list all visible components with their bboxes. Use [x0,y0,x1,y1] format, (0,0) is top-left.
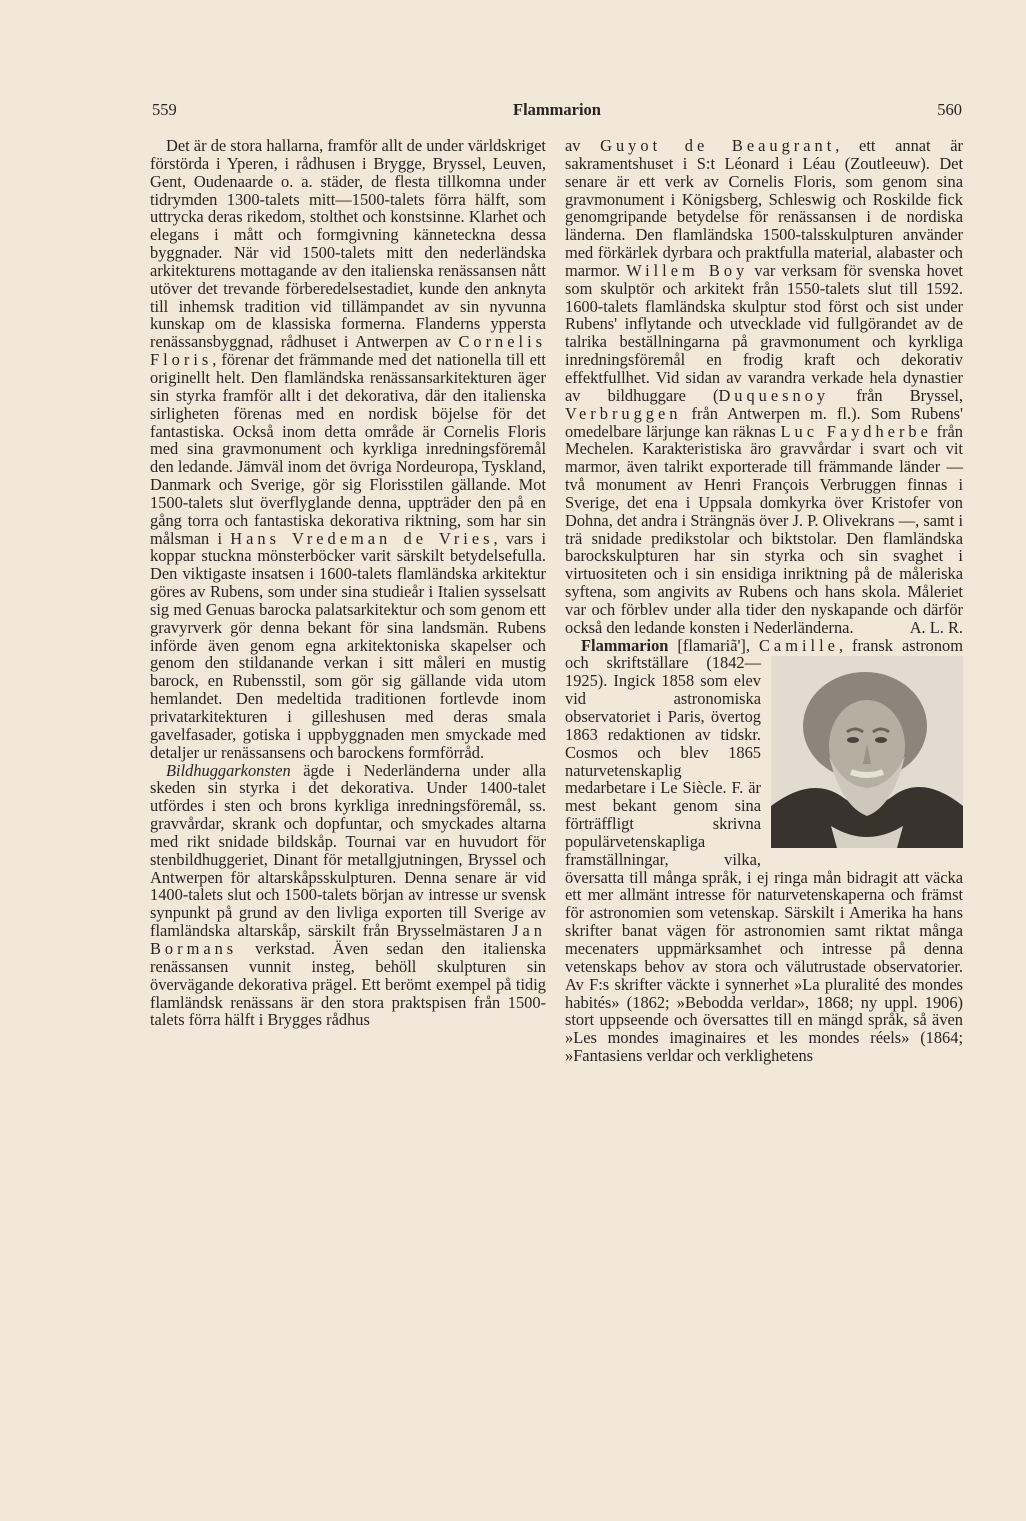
name-guyot: Guyot de Beaugrant [600,136,836,155]
portrait-photo [771,656,963,848]
paragraph-architecture: Det är de stora hallarna, framför allt de under världskriget förstörda i Yperen, i rådhusen i Brygge, Bryssel, Leuven, Gent, Oudenaarde o. a. städer, de flesta tillkomna under tidrymden 1300-talets mitt—1500-talets förra hälft, som uttrycka deras rikedom, stolthet och konstsinne. Klarhet och elegans i mått och formgivning känneteckna dessa byggnader. När vid 1500-talets mitt den nederländska arkitekturens mottagande av den italienska renässansen nått utöver det trevande förberedelsestadiet, kunde den anknyta till inhemsk tradition vid tillämpandet av sin nyvunna kunskap om de klassiska formerna. Flanderns yppersta renässansbyggnad, rådhuset i Antwerpen av Cornelis Floris, förenar det främmande med det nationella till ett originellt helt. Den flamländska renässansarkitekturen äger sin styrka framför allt i det dekorativa, där den italienska sirligheten förenas med en nordisk böjelse för det fantastiska. Också inom detta område är Cornelis Floris med sina gravmonument och kyrkliga inredningsföremål den ledande. Jämväl inom det övriga Nordeuropa, Tyskland, Danmark och Sverige, gör sig Florisstilen gällande. Mot 1500-talets slut överflyglande denna, uppträder den på en gång torra och fantastiska dekorativa riktning, som har sin målsman i Hans Vredeman de Vries, vars i koppar stuckna mönsterböcker varit särskilt betydelsefulla. Den viktigaste insatsen i 1600-talets flamländska arkitektur göres av Rubens, som under sina studieår i Italien sysselsatt sig med Genuas barocka palatsarkitektur och som genom ett gravyrverk gör denna bekant för sina landsmän. Rubens införde även genom egna arkitektoniska skapelser och genom den stildanande verkan i sitt måleri en mustig barock, en Rubensstil, som gör sig gällande vida utom hemlandet. Den medeltida traditionen fortlevde inom privatarkitekturen i gilleshusen med deras smala gavelfasader, gotiska i uppbyggnaden men smyckade med detaljer ur renässansens och barockens formförråd. [150,136,546,762]
page-number-right: 560 [937,100,962,119]
name-camille: Camille [759,635,839,655]
heading-bildhuggarkonsten: Bildhuggarkonsten [166,760,291,780]
name-willem-boy: Willem Boy [626,260,749,280]
paragraph-sculpture-cont: av Guyot de Beaugrant, ett annat är sakramentshuset i S:t Léonard i Léau (Zoutleeuw). Det senare är ett verk av Cornelis Floris, som genom sina gravmonument i Königsberg, Schleswig och Roskilde fick genomgripande betydelse för renässansen i de nordiska länderna. Den flamländska 1500-talsskulpturen använder med förkärlek dyrbara och praktfulla material, alabaster och marmor. Willem Boy var verksam för svenska hovet som skulptör och arkitekt från 1550-talets slut till 1592. 1600-talets flamländska skulptur stod först och sist under Rubens' inflytande och utvecklade vid fullgörandet av de talrika beställningarna på gravmonument och kyrkliga inredningsföremål en frodig kraft och dekorativ effektfullhet. Vid sidan av varandra verkade hela dynastier av bildhuggare (Duquesnoy från Bryssel, Verbruggen från Antwerpen m. fl.). Som Rubens' omedelbare lärjunge kan räknas Luc Faydherbe från Mechelen. Karakteristiska äro gravvårdar i svart och vit marmor, även talrikt exporterade till främmande länder — två monument av Henri François Verbruggen finnas i Sverige, det ena i Uppsala domkyrka över Kristofer von Dohna, det andra i Strängnäs över J. P. Olivekrans —, samt i trä snidade predikstolar och biktstolar. Den flamländska barockskulpturen har sin styrka och sin svaghet i virtuositeten och i sin ensidiga inriktning på de måleriska syftena, som angivits av Rubens och hans skola. Måleriet var och förblev under alla tider den nyskapande och därför också den ledande konsten i Nederländerna. A. L. R. [565,136,964,637]
paragraph-flammarion: Flammarion [flamariã'], Camille , fransk astronom och skriftställare (1842—1925). Ingick 1858 som elev vid astronomiska observatoriet i Paris, övertog 1863 redaktionen av tidskr. Cosmos och blev 1865 naturvetenskaplig medarbetare i Le Siècle. F. är mest bekant genom sina förträffligt skrivna populärvetenskapliga framställningar, vilka, översatta till många språk, i ej ringa mån bidragit att väcka ett mer allmänt intresse för naturvetenskaperna och främst för astronomien som vetenskap. Särskilt i Amerika ha hans skrifter banat vägen för astronomien samt riktat många mecenaters uppmärksamhet och intresse på denna vetenskaps behov av stora och välutrustade observatorier. Av F:s skrifter väckte i synnerhet »La pluralité des mondes habités» (1862; »Bebodda verldar», 1868; ny uppl. 1906) stort uppseende och översattes till en mängd språk, så även »Les mondes imaginaires et les mondes réels» (1864; »Fantasiens verldar och verklighetens [565,635,963,1066]
name-jan-bormans: Jan Bormans [150,921,546,958]
name-cornelis-floris: Cornelis Floris [150,332,546,370]
column-left [150,137,546,1029]
heading-flammarion: Flammarion [581,635,669,655]
name-verbruggen: Verbruggen [565,403,682,423]
signature: A. L. R. [909,617,963,637]
paragraph-sculpture: Bildhuggarkonsten ägde i Nederländerna under alla skeden sin styrka i det dekorativa. Under 1400-talet utfördes i sten och brons kyrkliga inredningsföremål, ss. gravvårdar, skrank och dopfuntar, och smyckades altarna med rikt snidade bildskåp. Tournai var en huvudort för stenbildhuggeriet, Dinant för metallgjutningen, Bryssel och Antwerpen för altarskåpsskulpturen. Denna senare är vid 1400-talets slut och 1500-talets början av intresse ur svensk synpunkt på grund av den livliga exporten till Sverige av flamländska altarskåp, särskilt från Brysselmästaren Jan Bormans verkstad. Även sedan den italienska renässansen vunnit insteg, behöll skulpturen sin övervägande dekorativa prägel. Ett berömt exempel på tidig flamländsk renässans är den stora praktspisen från 1500-talets förra hälft i Brygges rådhus [150,760,546,1030]
running-title: Flammarion [513,100,601,119]
page-number-left: 559 [152,100,177,119]
portrait-image [771,656,963,848]
name-faydherbe: Luc Faydherbe [780,421,932,441]
column-right [565,137,963,1065]
name-duquesnoy: Duquesnoy [718,385,830,405]
name-hans-vredeman: Hans Vredeman de Vries [230,528,494,548]
page-header [152,100,962,128]
